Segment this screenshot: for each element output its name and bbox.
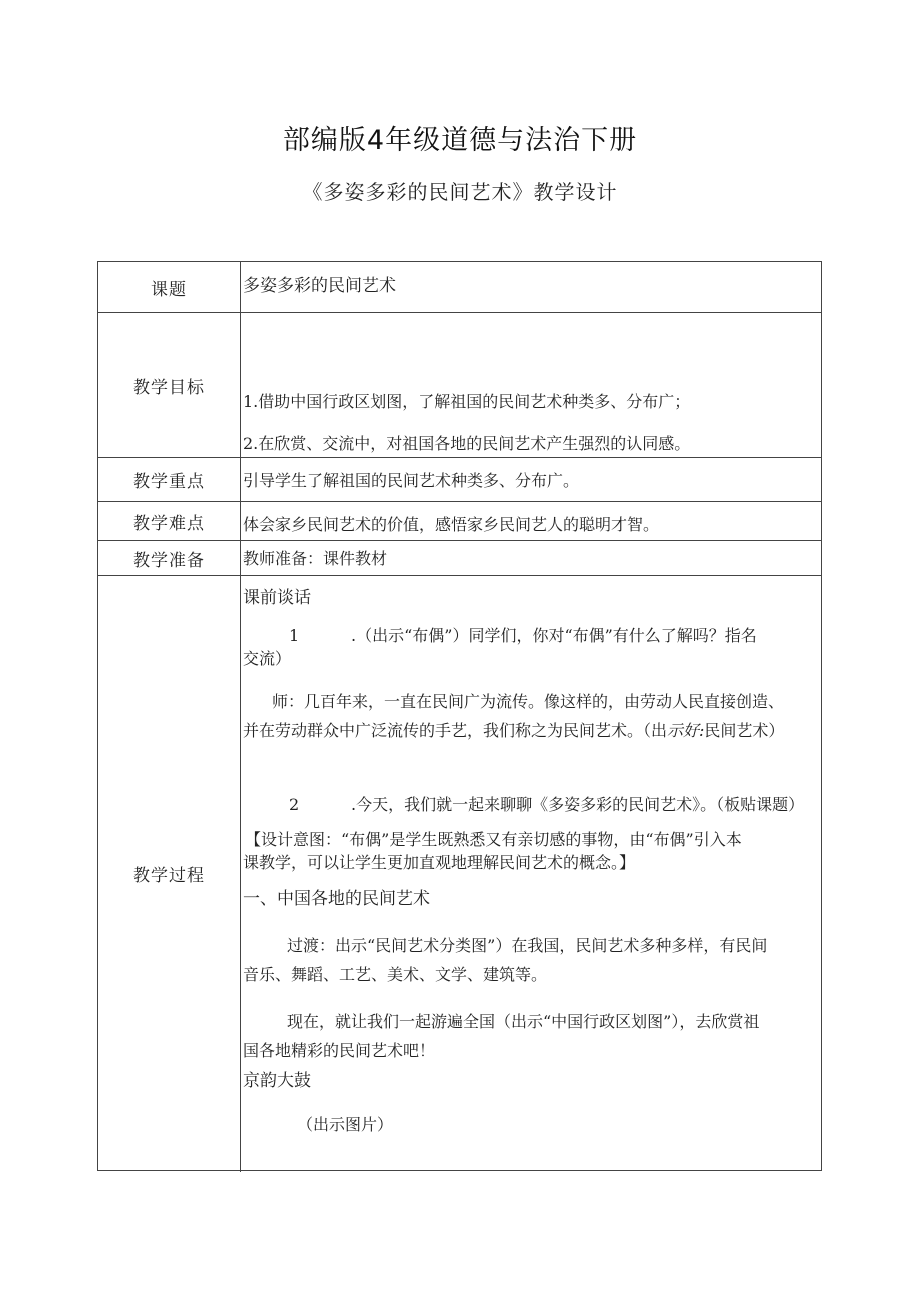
label-topic: 课题: [98, 262, 241, 312]
show-picture-note: （出示图片）: [297, 1115, 394, 1134]
label-objectives: [98, 313, 241, 457]
para5-line2: 国各地精彩的民间艺术吧！: [243, 1041, 436, 1060]
document-subtitle: 《多姿多彩的民间艺术》教学设计: [302, 180, 618, 204]
para1-number: 1: [289, 626, 300, 645]
preparation-value: 教师准备：课件教材: [243, 549, 388, 568]
label-process: [98, 576, 241, 1172]
label-objectives-text: 教学目标: [133, 378, 205, 398]
row-topic: [98, 262, 821, 313]
cell-preparation: [241, 541, 821, 575]
row-key-points: [98, 458, 821, 502]
row-preparation: [98, 541, 821, 576]
para1-continued: 交流）: [243, 649, 292, 668]
cell-difficulties: [241, 502, 821, 540]
para1-text: .（出示“布偶”）同学们，你对“布偶”有什么了解吗？指名: [351, 626, 757, 645]
para5-line1: 现在，就让我们一起游遍全国（出示“中国行政区划图”），去欣赏祖: [287, 1012, 760, 1031]
objective-item-1: 1.借助中国行政区划图，了解祖国的民间艺术种类多、分布广；: [243, 392, 691, 411]
para3-text: .今天，我们就一起来聊聊《多姿多彩的民间艺术》。（板贴课题）: [351, 795, 805, 814]
lesson-plan-table: [97, 261, 822, 1171]
difficulties-value: 体会家乡民间艺术的价值，感悟家乡民间艺人的聪明才智。: [243, 515, 660, 534]
intro-heading: 课前谈话: [243, 588, 311, 608]
design-intent-line1: 【设计意图：“布偶”是学生既熟悉又有亲切感的事物，由“布偶”引入本: [245, 830, 742, 849]
cell-topic: [241, 262, 821, 312]
key-points-value: 引导学生了解祖国的民间艺术种类多、分布广。: [243, 471, 580, 490]
para4-line1: 过渡：出示“民间艺术分类图”）在我国，民间艺术多种多样，有民间: [287, 936, 768, 955]
cell-objectives: [241, 313, 821, 457]
objective-item-2: 2.在欣赏、交流中，对祖国各地的民间艺术产生强烈的认同感。: [243, 434, 691, 453]
topic-value: 多姿多彩的民间艺术: [243, 276, 396, 296]
row-process: [98, 576, 821, 1172]
label-key-points: 教学重点: [98, 458, 241, 501]
label-process-text: 教学过程: [133, 866, 205, 886]
para2-line2-italic: 示好:: [667, 721, 705, 740]
design-intent-line2: 课教学，可以让学生更加直观地理解民间艺术的概念。】: [243, 853, 636, 872]
document-title: 部编版4年级道德与法治下册: [282, 125, 638, 156]
para2-line1: 师：几百年来，一直在民间广为流传。像这样的，由劳动人民直接创造、: [272, 692, 785, 711]
section1-heading: 一、中国各地的民间艺术: [243, 889, 430, 909]
label-difficulties: 教学难点: [98, 502, 241, 540]
para2-line2: [243, 721, 784, 741]
sub-heading: 京韵大鼓: [243, 1071, 311, 1091]
label-preparation: 教学准备: [98, 541, 241, 575]
para2-line2-end: 民间艺术）: [704, 721, 785, 740]
para2-line2-start: 并在劳动群众中广泛流传的手艺，我们称之为民间艺术。（出: [243, 721, 668, 740]
row-objectives: [98, 313, 821, 458]
para4-line2: 音乐、舞蹈、工艺、美术、文学、建筑等。: [243, 965, 548, 984]
para3-number: 2: [289, 795, 300, 814]
cell-process: [241, 576, 821, 1172]
cell-key-points: [241, 458, 821, 501]
row-difficulties: [98, 502, 821, 541]
